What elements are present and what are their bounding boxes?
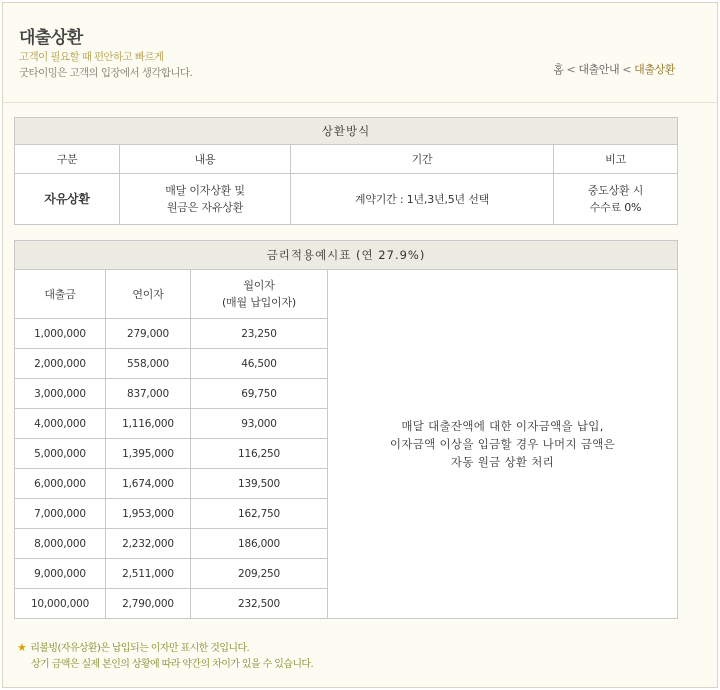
annual-interest: 2,790,000: [106, 589, 191, 619]
table-row: [15, 174, 678, 225]
column-header-monthly: [191, 270, 328, 319]
monthly-interest: 116,250: [191, 439, 328, 469]
breadcrumb-separator: <: [622, 63, 632, 76]
table-caption: 금리적용예시표 (연 27.9%): [15, 241, 678, 270]
breadcrumb-loan-info[interactable]: 대출안내: [578, 63, 620, 76]
monthly-interest: 46,500: [191, 349, 328, 379]
repayment-method-table: [14, 117, 678, 225]
annual-interest: 1,674,000: [106, 469, 191, 499]
loan-amount: 10,000,000: [15, 589, 106, 619]
monthly-interest: 69,750: [191, 379, 328, 409]
page-title: 대출상환: [19, 28, 83, 48]
header-line: (매월 납입이자): [221, 296, 297, 309]
loan-amount: 7,000,000: [15, 499, 106, 529]
annual-interest: 1,116,000: [106, 409, 191, 439]
breadcrumb-separator: <: [566, 63, 576, 76]
repayment-explanation: [328, 270, 678, 619]
star-icon: ★: [17, 641, 27, 654]
loan-amount: 1,000,000: [15, 319, 106, 349]
explanation-line: 이자금액 이상을 입금할 경우 나머지 금액은: [389, 437, 616, 451]
column-header-loan: 대출금: [15, 270, 106, 319]
footnote: [17, 640, 313, 673]
content-line: 원금은 자유상환: [166, 201, 244, 214]
annual-interest: 837,000: [106, 379, 191, 409]
column-header: 내용: [120, 145, 291, 174]
note-line: 수수료 0%: [589, 201, 642, 214]
content-frame: [2, 2, 718, 688]
breadcrumb: [553, 61, 675, 77]
explanation-line: 매달 대출잔액에 대한 이자금액을 납입,: [401, 419, 604, 433]
monthly-interest: 23,250: [191, 319, 328, 349]
column-header: 기간: [291, 145, 554, 174]
monthly-interest: 139,500: [191, 469, 328, 499]
monthly-interest: 186,000: [191, 529, 328, 559]
loan-amount: 3,000,000: [15, 379, 106, 409]
header-line: 월이자: [243, 279, 275, 292]
monthly-interest: 162,750: [191, 499, 328, 529]
column-header: 비고: [554, 145, 678, 174]
breadcrumb-current[interactable]: 대출상환: [634, 63, 675, 76]
content-line: 매달 이자상환 및: [165, 184, 245, 197]
subtitle-line-1: 고객이 필요할 때 편안하고 빠르게: [19, 51, 164, 63]
breadcrumb-home[interactable]: 홈: [553, 63, 564, 76]
column-header-annual: 연이자: [106, 270, 191, 319]
loan-amount: 5,000,000: [15, 439, 106, 469]
page-subtitle: [19, 49, 192, 81]
footnote-text: 리볼빙(자유상환)은 납입되는 이자만 표시한 것입니다.: [30, 643, 250, 654]
repayment-period: 계약기간 : 1년,3년,5년 선택: [291, 174, 554, 225]
column-header: 구분: [15, 145, 120, 174]
table-header-row: [15, 145, 678, 174]
annual-interest: 279,000: [106, 319, 191, 349]
interest-example-table: [14, 240, 678, 619]
monthly-interest: 209,250: [191, 559, 328, 589]
subtitle-line-2: 굿타이밍은 고객의 입장에서 생각합니다.: [19, 67, 193, 79]
repayment-content: [120, 174, 291, 225]
annual-interest: 558,000: [106, 349, 191, 379]
footnote-line-2: 상기 금액은 실제 본인의 상황에 따라 약간의 차이가 있을 수 있습니다.: [31, 659, 314, 670]
footnote-line-1: [17, 640, 313, 657]
repayment-note: [554, 174, 678, 225]
loan-amount: 8,000,000: [15, 529, 106, 559]
loan-amount: 2,000,000: [15, 349, 106, 379]
annual-interest: 1,953,000: [106, 499, 191, 529]
explanation-line: 자동 원금 상환 처리: [450, 455, 555, 469]
monthly-interest: 232,500: [191, 589, 328, 619]
annual-interest: 2,511,000: [106, 559, 191, 589]
note-line: 중도상환 시: [587, 184, 644, 197]
table-caption: 상환방식: [15, 118, 678, 145]
repayment-type: 자유상환: [15, 174, 120, 225]
loan-amount: 4,000,000: [15, 409, 106, 439]
annual-interest: 2,232,000: [106, 529, 191, 559]
monthly-interest: 93,000: [191, 409, 328, 439]
loan-amount: 6,000,000: [15, 469, 106, 499]
annual-interest: 1,395,000: [106, 439, 191, 469]
loan-amount: 9,000,000: [15, 559, 106, 589]
header-divider: [3, 102, 717, 103]
table-header-row: [15, 270, 678, 319]
